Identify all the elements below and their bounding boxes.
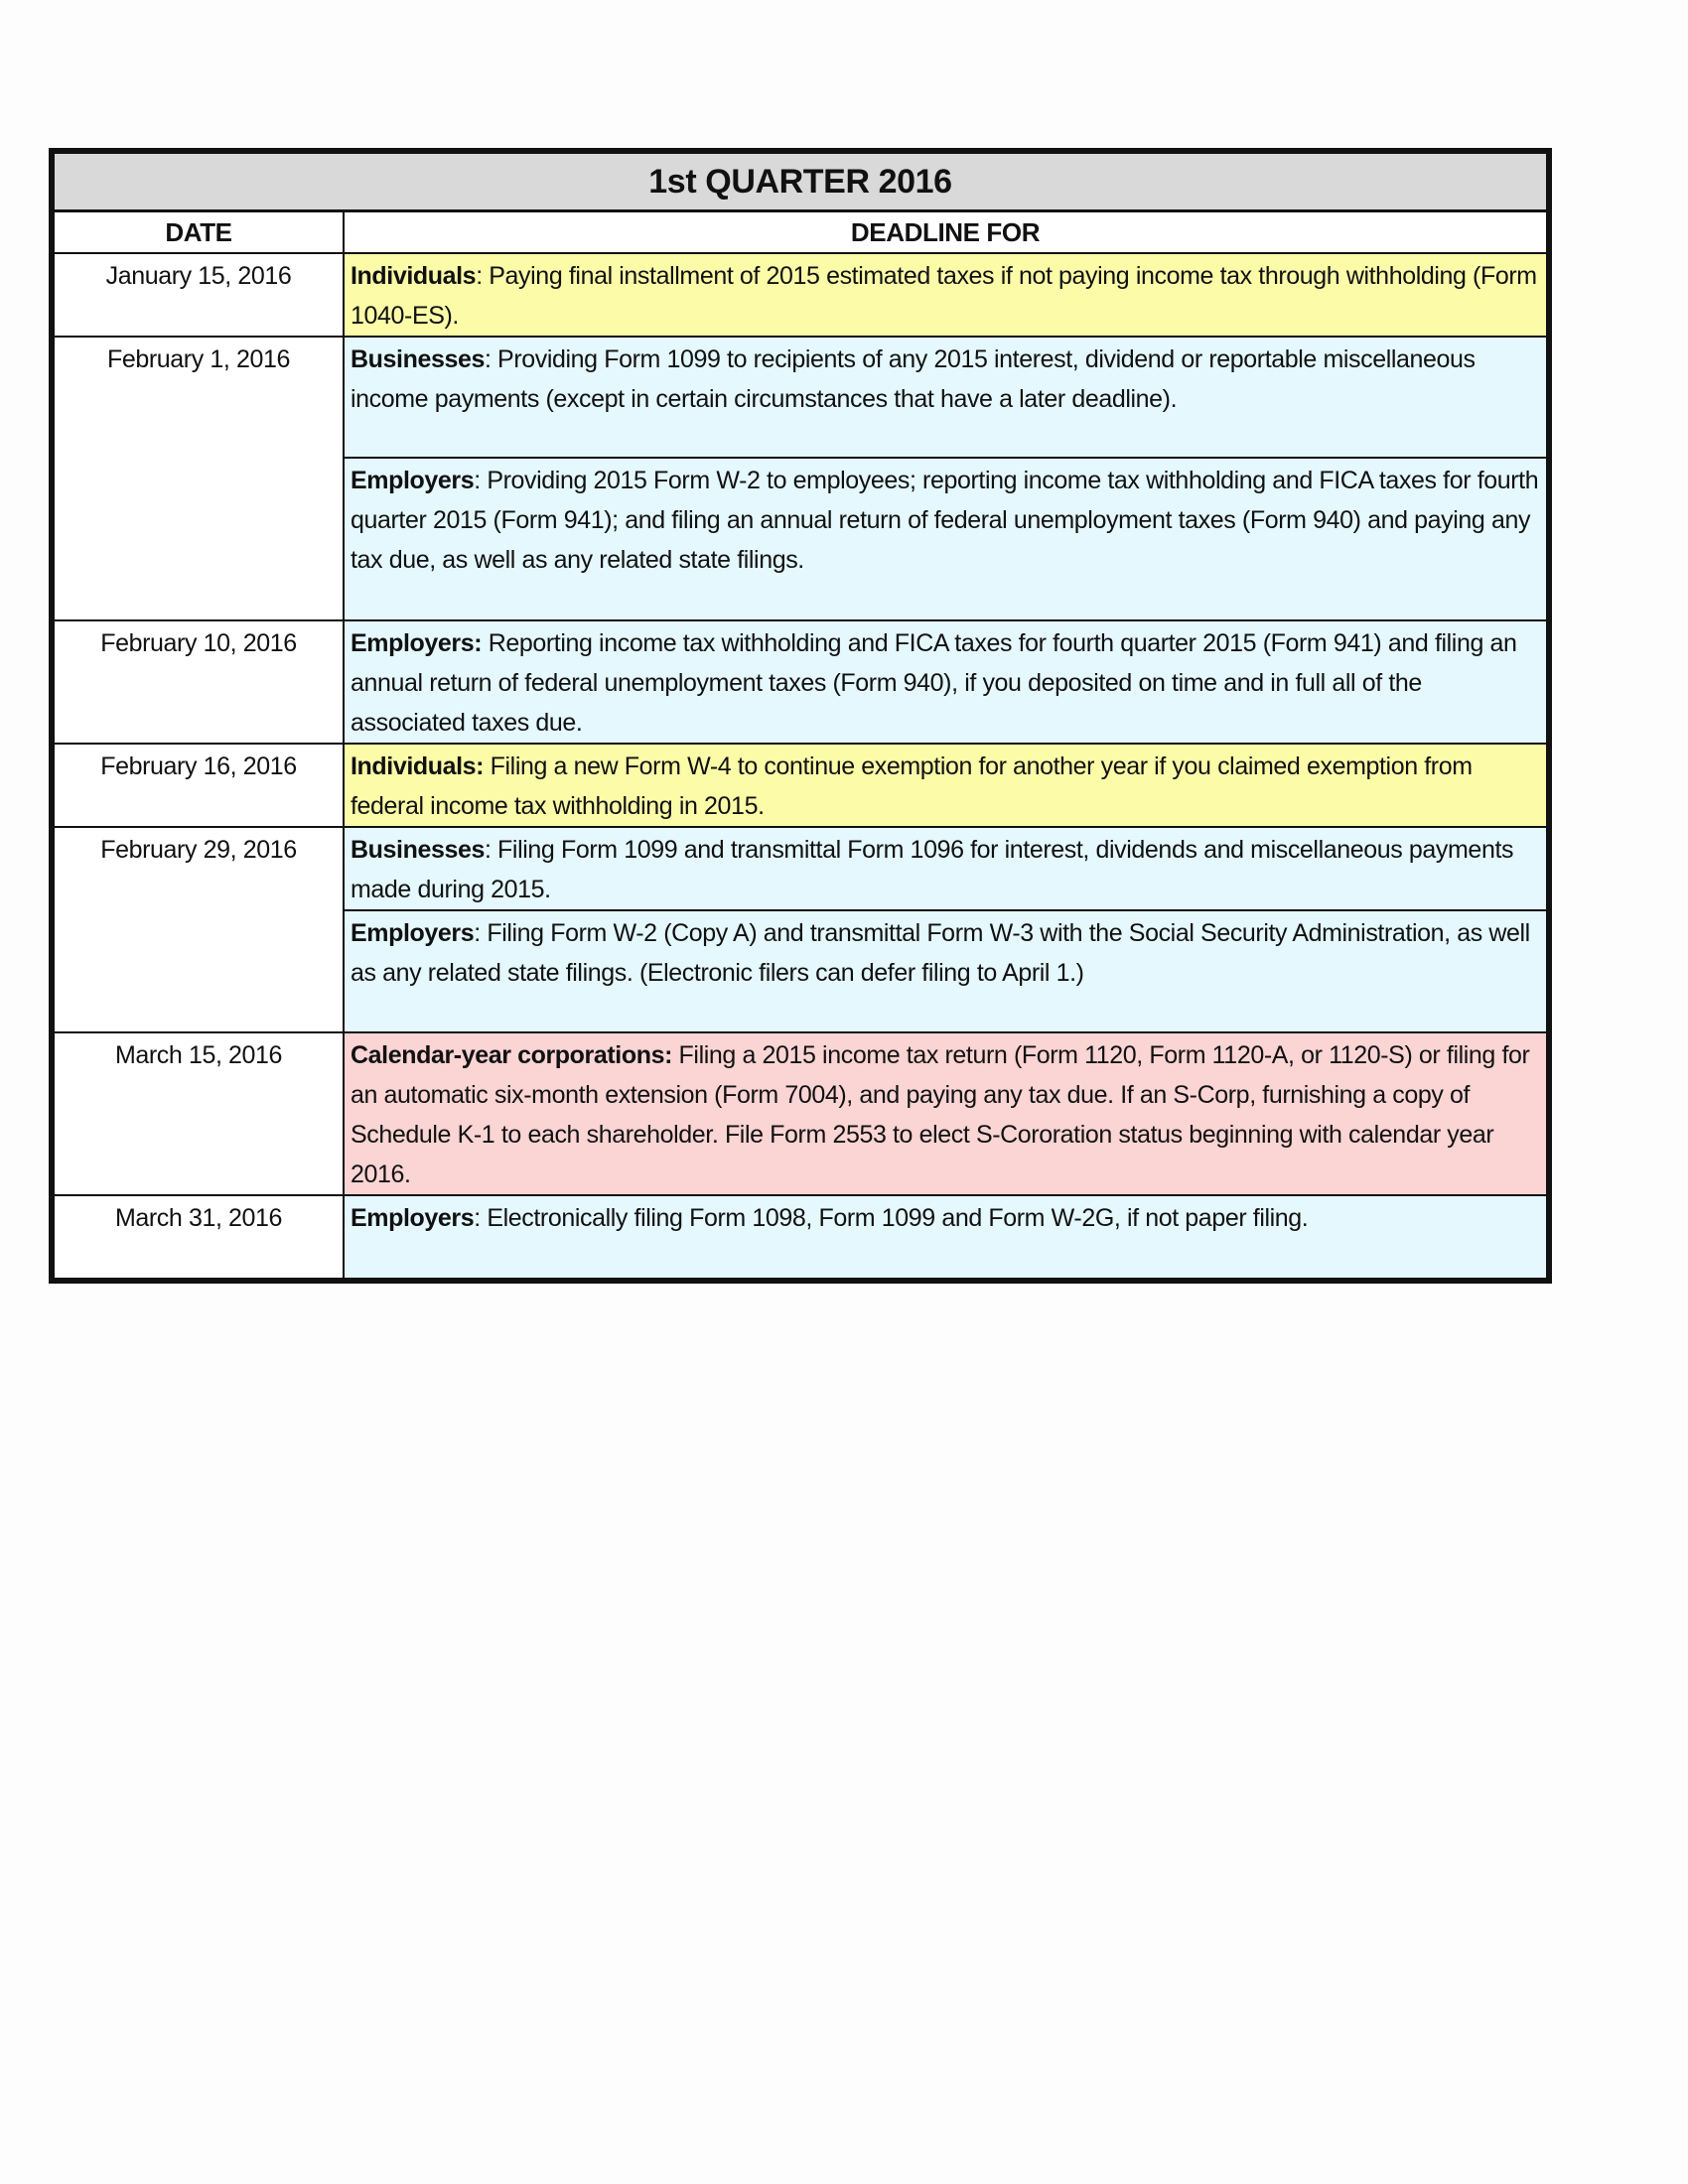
- row-date: February 1, 2016: [54, 337, 344, 620]
- deadline-cell: [344, 827, 1547, 910]
- table-row: [54, 827, 1547, 910]
- deadline-cell: [344, 458, 1547, 620]
- row-date: March 31, 2016: [54, 1195, 344, 1279]
- party-label: Businesses: [351, 345, 485, 373]
- deadline-text: Filing a 2015 income tax return (Form 1120, Form 1120-A, or 1120-S) or filing for an automatic six-month extension (Form 7004), and paying any tax due. If an S-Corp, furnishing a copy of Schedule K-1 to each shareholder. File Form 2553 to elect S-Cororation status beginning with calendar year 2016.: [351, 1041, 1530, 1188]
- deadline-text: : Electronically filing Form 1098, Form 1099 and Form W-2G, if not paper filing.: [474, 1204, 1309, 1232]
- header-deadline: DEADLINE FOR: [344, 211, 1547, 254]
- deadline-text: : Paying final installment of 2015 estimated taxes if not paying income tax through withholding (Form 1040-ES).: [351, 262, 1537, 330]
- table-row: [54, 253, 1547, 337]
- deadline-text: Reporting income tax withholding and FICA taxes for fourth quarter 2015 (Form 941) and filing an annual return of federal unemployment taxes (Form 940), if you deposited on time and in full all of the associated taxes due.: [351, 629, 1517, 737]
- deadline-text: : Filing Form W-2 (Copy A) and transmittal Form W-3 with the Social Security Administration, as well as any related state filings. (Electronic filers can defer filing to April 1.): [351, 919, 1530, 987]
- party-label: Individuals:: [351, 752, 485, 780]
- deadline-table: [49, 148, 1552, 1284]
- party-label: Employers: [351, 467, 475, 494]
- table-title: 1st QUARTER 2016: [54, 153, 1547, 211]
- table-row: [54, 337, 1547, 458]
- party-label: Calendar-year corporations:: [351, 1041, 673, 1069]
- deadline-cell: [344, 620, 1547, 744]
- row-date: February 16, 2016: [54, 744, 344, 827]
- deadline-text: : Providing 2015 Form W-2 to employees; reporting income tax withholding and FICA taxes for fourth quarter 2015 (Form 941); and filing an annual return of federal unemployment taxes (Form 940) and paying any tax due, as well as any related state filings.: [351, 467, 1539, 574]
- deadline-text: Filing a new Form W-4 to continue exemption for another year if you claimed exemption from federal income tax withholding in 2015.: [351, 752, 1473, 820]
- table-row: [54, 1195, 1547, 1279]
- row-date: March 15, 2016: [54, 1032, 344, 1195]
- deadline-cell: [344, 744, 1547, 827]
- deadline-cell: [344, 253, 1547, 337]
- deadline-cell: [344, 337, 1547, 458]
- deadline-text: : Providing Form 1099 to recipients of any 2015 interest, dividend or reportable miscellaneous income payments (except in certain circumstances that have a later deadline).: [351, 345, 1476, 413]
- table-row: [54, 744, 1547, 827]
- deadline-cell: [344, 1195, 1547, 1279]
- table-row: [54, 620, 1547, 744]
- header-date: DATE: [54, 211, 344, 254]
- table-row: [54, 1032, 1547, 1195]
- party-label: Businesses: [351, 836, 485, 864]
- party-label: Employers: [351, 919, 475, 947]
- deadline-cell: [344, 1032, 1547, 1195]
- deadline-cell: [344, 910, 1547, 1032]
- row-date: February 29, 2016: [54, 827, 344, 1032]
- deadline-text: : Filing Form 1099 and transmittal Form 1096 for interest, dividends and miscellaneous payments made during 2015.: [351, 836, 1514, 903]
- row-date: January 15, 2016: [54, 253, 344, 337]
- party-label: Individuals: [351, 262, 477, 290]
- row-date: February 10, 2016: [54, 620, 344, 744]
- party-label: Employers:: [351, 629, 483, 657]
- party-label: Employers: [351, 1204, 475, 1232]
